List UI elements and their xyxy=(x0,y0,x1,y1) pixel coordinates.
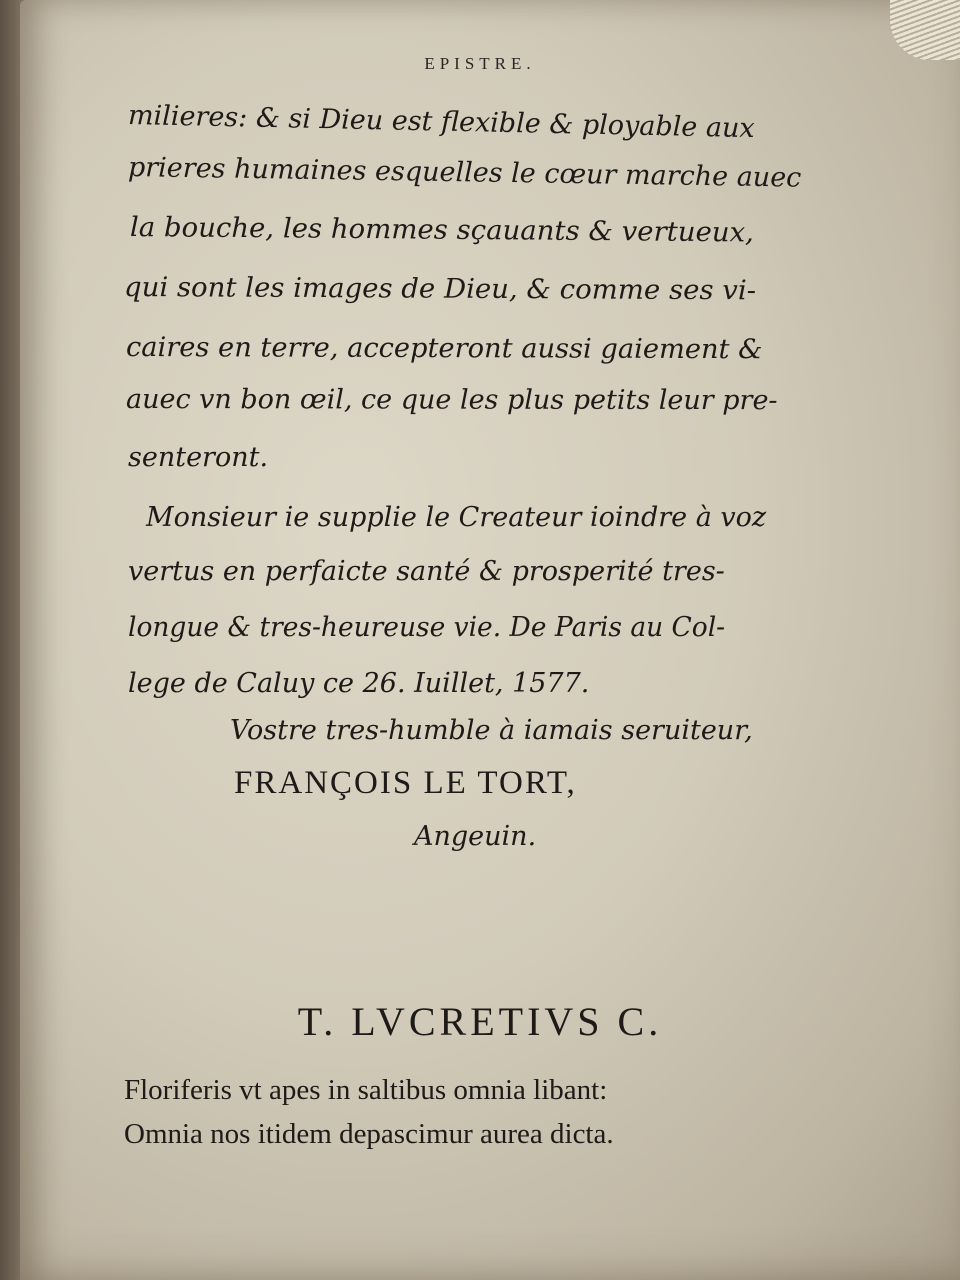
section-heading: T. LVCRETIVS C. xyxy=(297,999,663,1044)
body-line: milieres: & si Dieu est flexible & ployable aux xyxy=(127,100,755,145)
verse-line: Omnia nos itidem depascimur aurea dicta. xyxy=(124,1118,614,1150)
body-line: la bouche, les hommes sçauants & vertueux, xyxy=(129,212,754,249)
body-line: Monsieur ie supplie le Createur ioindre à voz xyxy=(146,502,767,533)
signature-place: Angeuin. xyxy=(414,821,537,852)
bleed-through-text: ​ xyxy=(834,645,840,669)
body-line: vertus en perfaicte santé & prosperité tres- xyxy=(128,556,725,587)
body-line: caires en terre, accepteront aussi gaiement & xyxy=(125,332,763,366)
body-line: auec vn bon œil, ce que les plus petits leur pre- xyxy=(125,384,778,417)
body-line: prieres humaines esquelles le cœur marche auec xyxy=(127,152,802,194)
body-line: lege de Caluy ce 26. Iuillet, 1577. xyxy=(128,668,590,699)
signature-closing: Vostre tres-humble à iamais seruiteur, xyxy=(230,715,753,746)
signature-name: FRANÇOIS LE TORT, xyxy=(234,765,577,801)
running-head: EPISTRE. xyxy=(424,54,536,73)
body-line: senteront. xyxy=(128,442,269,473)
body-line: qui sont les images de Dieu, & comme ses vi- xyxy=(123,272,757,307)
verse-line: Floriferis vt apes in saltibus omnia libant: xyxy=(124,1074,608,1106)
body-line: longue & tres-heureuse vie. De Paris au Col- xyxy=(128,612,726,643)
